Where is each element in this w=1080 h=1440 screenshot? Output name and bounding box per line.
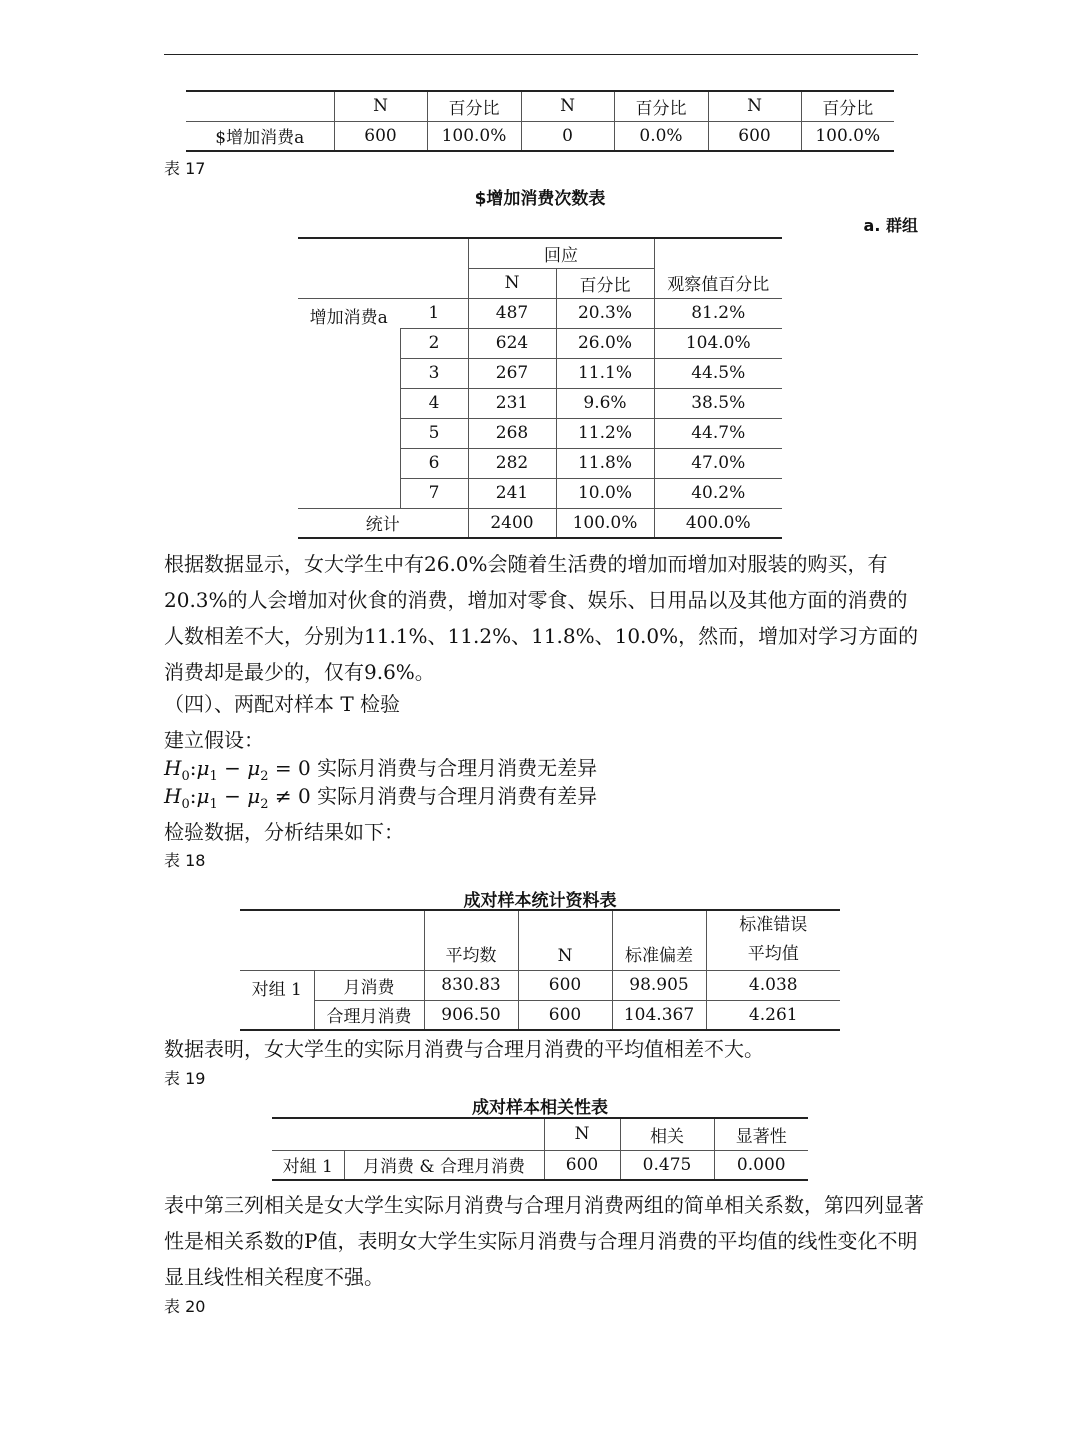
pair-label: 对组 1 [251,979,302,1000]
row-key: 1 [428,303,440,323]
data-cell: 104.367 [612,1000,706,1030]
corner-cell [186,91,334,121]
data-cell: 47.0% [654,448,782,478]
table19-caption: 表 19 [164,1069,206,1088]
data-cell: 0.475 [620,1150,714,1180]
data-cell: 624 [468,328,556,358]
data-cell: 231 [468,388,556,418]
header-cell: N [708,91,801,121]
data-cell: 81.2% [654,298,782,328]
table17 [298,237,782,539]
data-cell: 400.0% [654,508,782,538]
table19 [272,1117,808,1181]
total-label: 统计 [365,515,400,536]
data-cell: 0 [521,121,614,151]
data-cell: 10.0% [556,478,654,508]
h0-text: 实际月消费与合理月消费无差异 [317,756,598,780]
hypothesis-h0: $H_0:\mu_1 - \mu_2 = 0$ 实际月消费与合理月消费无差异 [164,756,598,784]
paragraph-1: 根据数据显示，女大学生中有26.0%会随着生活费的增加而增加对服装的购买，有20.3%的人会增加对伙食的消费，增加对零食、娱乐、日用品以及其他方面的消费的人数相差不大，分别为11.1%、11.2%、11.8%、10.0%，然而，增加对学习方面的消费却是最少的，仅有9.6%。 [164,552,919,684]
h1-text: 实际月消费与合理月消费有差异 [317,784,598,808]
data-cell: 11.1% [556,358,654,388]
data-cell: 100.0% [801,121,894,151]
header-cell: 百分比 [556,268,654,298]
row-name: 月消费 & 合理月消费 [344,1150,544,1180]
table17-caption: 表 17 [164,159,206,178]
data-cell: 98.905 [612,970,706,1000]
data-cell: 104.0% [654,328,782,358]
data-cell: 600 [518,1000,612,1030]
data-cell: 282 [468,448,556,478]
data-cell: 20.3% [556,298,654,328]
header-cell: N [334,91,427,121]
header-cell: N [468,268,556,298]
row-key: 6 [400,448,468,478]
data-cell: 100.0% [427,121,521,151]
data-cell: 4.038 [706,970,840,1000]
data-cell: 26.0% [556,328,654,358]
table18-caption: 表 18 [164,851,206,870]
header-cell: 百分比 [801,91,894,121]
data-cell: 268 [468,418,556,448]
header-cell-se [706,910,840,970]
data-cell: 0.000 [714,1150,808,1180]
data-cell: 600 [334,121,427,151]
table18 [240,909,840,1031]
header-rule [164,54,918,55]
corner-cell [272,1118,544,1150]
data-cell: 2400 [468,508,556,538]
header-cell: 显著性 [714,1118,808,1150]
header-cell: N [544,1118,620,1150]
table18-title: 成对样本统计资料表 [463,891,617,911]
data-cell: 241 [468,478,556,508]
data-cell: 830.83 [424,970,518,1000]
row-label: $增加消费a [215,128,305,149]
data-cell: 100.0% [556,508,654,538]
paragraph-2: 数据表明，女大学生的实际月消费与合理月消费的平均值相差不大。 [164,1037,764,1061]
hypothesis-h1: $H_0:\mu_1 - \mu_2 \ne 0$ 实际月消费与合理月消费有差异 [164,784,598,812]
header-cell: 观察值百分比 [654,268,782,298]
row-group-label: 增加消费a [309,307,388,328]
data-cell: 600 [708,121,801,151]
data-cell: 906.50 [424,1000,518,1030]
hypothesis-intro: 建立假设： [164,728,264,752]
data-cell: 4.261 [706,1000,840,1030]
data-cell: 0.0% [614,121,708,151]
row-name: 合理月消费 [314,1000,424,1030]
header-cell: 标准偏差 [612,910,706,970]
header-cell: 平均数 [424,910,518,970]
row-key: 2 [400,328,468,358]
test-intro: 检验数据，分析结果如下： [164,820,404,844]
table20-caption: 表 20 [164,1297,206,1316]
header-cell: 百分比 [614,91,708,121]
table19-title: 成对样本相关性表 [472,1098,608,1118]
header-cell: 百分比 [427,91,521,121]
data-cell: 600 [518,970,612,1000]
data-cell: 44.5% [654,358,782,388]
header-cell: N [518,910,612,970]
data-cell: 11.8% [556,448,654,478]
header-se-line1: 标准错误 [739,915,808,936]
data-cell: 44.7% [654,418,782,448]
group-header: 回应 [468,238,654,268]
row-key: 7 [400,478,468,508]
data-cell: 40.2% [654,478,782,508]
data-cell: 9.6% [556,388,654,418]
corner-cell [240,910,424,970]
header-cell: 相关 [620,1118,714,1150]
table17-title: $增加消费次数表 [474,189,606,209]
data-cell: 600 [544,1150,620,1180]
paragraph-3: 表中第三列相关是女大学生实际月消费与合理月消费两组的简单相关系数，第四列显著性是相关系数的P值，表明女大学生实际月消费与合理月消费的平均值的线性变化不明显且线性相关程度不强。 [164,1193,924,1289]
section-heading: （四）、两配对样本 T 检验 [164,692,401,716]
row-name: 月消费 [314,970,424,1000]
row-key: 4 [400,388,468,418]
data-cell: 11.2% [556,418,654,448]
data-cell: 267 [468,358,556,388]
row-key: 5 [400,418,468,448]
pair-label: 对組 1 [282,1157,333,1178]
row-key: 3 [400,358,468,388]
header-se-line2: 平均值 [747,944,799,965]
header-cell: N [521,91,614,121]
table17-note: a. 群组 [863,216,918,235]
data-cell: 487 [468,298,556,328]
table16-tail [186,90,894,152]
data-cell: 38.5% [654,388,782,418]
corner-cell [298,238,468,268]
